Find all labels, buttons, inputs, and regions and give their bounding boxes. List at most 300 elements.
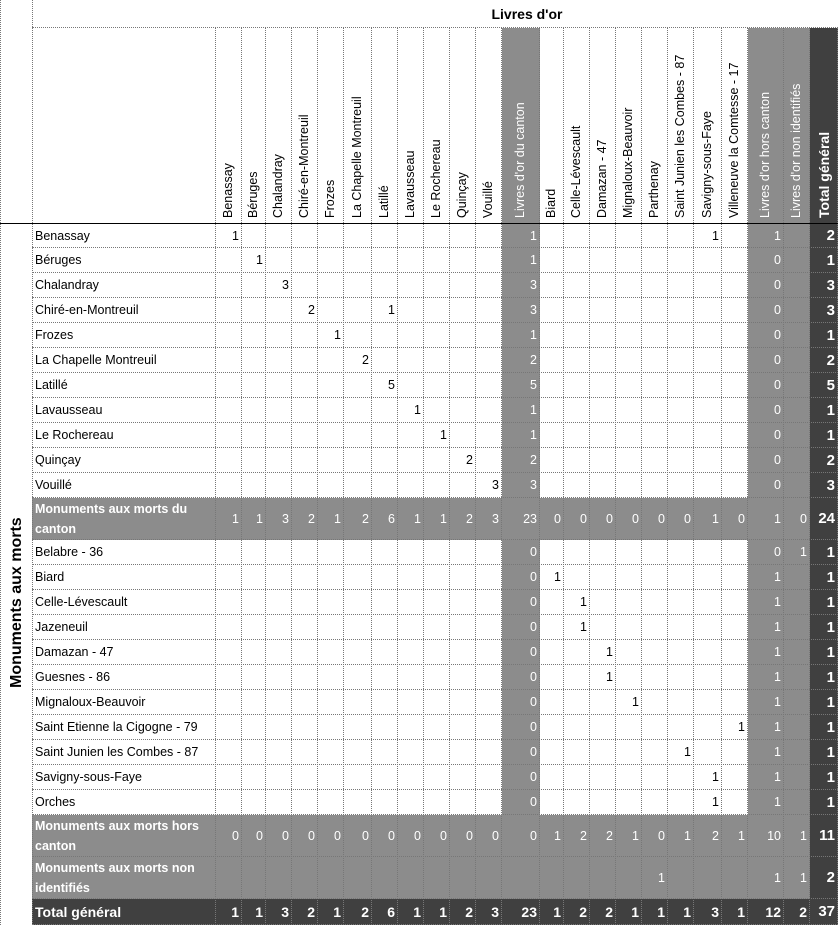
table-cell bbox=[292, 857, 318, 899]
table-cell: 2 bbox=[502, 348, 540, 373]
table-cell bbox=[476, 765, 502, 790]
grid-hline bbox=[32, 27, 838, 28]
table-cell bbox=[564, 448, 590, 473]
table-cell: 3 bbox=[492, 478, 499, 492]
table-cell bbox=[616, 565, 642, 590]
table-cell bbox=[398, 565, 424, 590]
column-header bbox=[668, 28, 694, 224]
table-cell bbox=[540, 248, 564, 273]
table-cell bbox=[424, 540, 450, 565]
table-cell: 0 bbox=[242, 815, 266, 857]
column-header bbox=[642, 28, 668, 224]
table-cell bbox=[540, 423, 564, 448]
grid-vline bbox=[501, 28, 502, 925]
table-cell: 1 bbox=[616, 899, 642, 925]
table-cell: 2 bbox=[344, 498, 372, 540]
grid-vline bbox=[641, 28, 642, 925]
table-cell bbox=[242, 473, 266, 498]
table-cell: 1 bbox=[748, 640, 784, 665]
table-cell bbox=[564, 248, 590, 273]
table-cell bbox=[694, 348, 722, 373]
table-cell bbox=[266, 248, 292, 273]
table-cell: 1 bbox=[642, 899, 668, 925]
table-cell bbox=[344, 423, 372, 448]
table-cell bbox=[476, 590, 502, 615]
table-cell bbox=[292, 765, 318, 790]
row-label: Béruges bbox=[35, 253, 82, 267]
table-cell: 1 bbox=[784, 815, 810, 857]
table-cell bbox=[722, 224, 748, 248]
table-cell bbox=[424, 398, 450, 423]
table-cell bbox=[318, 273, 344, 298]
table-cell bbox=[668, 640, 694, 665]
table-cell bbox=[318, 248, 344, 273]
table-cell bbox=[398, 740, 424, 765]
table-cell bbox=[398, 765, 424, 790]
table-cell: 3 bbox=[502, 273, 540, 298]
table-cell bbox=[424, 298, 450, 323]
table-cell bbox=[344, 590, 372, 615]
grid-vline bbox=[343, 28, 344, 925]
table-cell bbox=[564, 765, 590, 790]
grid-hline bbox=[32, 497, 838, 498]
grid-vline bbox=[423, 28, 424, 925]
column-header bbox=[372, 28, 398, 224]
table-cell bbox=[450, 224, 476, 248]
table-cell bbox=[476, 398, 502, 423]
table-cell: 2 bbox=[466, 453, 473, 467]
table-cell bbox=[564, 857, 590, 899]
table-cell bbox=[242, 590, 266, 615]
grid-hline bbox=[32, 322, 838, 323]
table-cell: 1 bbox=[748, 690, 784, 715]
table-cell bbox=[216, 857, 242, 899]
table-cell bbox=[372, 640, 398, 665]
table-cell: 0 bbox=[424, 815, 450, 857]
table-cell bbox=[398, 448, 424, 473]
table-cell bbox=[292, 248, 318, 273]
grid-vline bbox=[667, 28, 668, 925]
grid-vline bbox=[809, 28, 810, 925]
table-cell bbox=[722, 273, 748, 298]
table-cell: 0 bbox=[344, 815, 372, 857]
column-header-label: Frozes bbox=[323, 179, 337, 218]
table-cell: 1 bbox=[424, 498, 450, 540]
grid-hline bbox=[32, 589, 838, 590]
table-cell bbox=[318, 224, 344, 248]
table-cell bbox=[722, 615, 748, 640]
table-cell bbox=[540, 715, 564, 740]
table-cell bbox=[668, 565, 694, 590]
table-cell bbox=[216, 640, 242, 665]
grid-hline bbox=[32, 297, 838, 298]
table-cell: 1 bbox=[748, 224, 784, 248]
table-cell: 1 bbox=[424, 899, 450, 925]
table-cell bbox=[784, 690, 810, 715]
table-cell bbox=[292, 790, 318, 815]
table-cell bbox=[216, 540, 242, 565]
table-cell bbox=[616, 423, 642, 448]
table-cell bbox=[540, 857, 564, 899]
table-cell: 0 bbox=[748, 323, 784, 348]
table-cell: 1 bbox=[642, 857, 668, 899]
grid-vline bbox=[371, 28, 372, 925]
table-cell bbox=[450, 473, 476, 498]
table-cell bbox=[242, 323, 266, 348]
row-label: Mignaloux-Beauvoir bbox=[35, 695, 146, 709]
table-cell bbox=[318, 765, 344, 790]
table-cell bbox=[564, 224, 590, 248]
table-cell bbox=[694, 448, 722, 473]
table-cell: 1 bbox=[232, 229, 239, 243]
table-cell bbox=[266, 590, 292, 615]
grid-hline bbox=[32, 372, 838, 373]
table-cell bbox=[564, 665, 590, 690]
table-cell bbox=[540, 348, 564, 373]
table-cell: 0 bbox=[502, 715, 540, 740]
table-cell bbox=[540, 323, 564, 348]
table-cell: 2 bbox=[810, 448, 838, 473]
table-cell bbox=[216, 473, 242, 498]
table-cell: 1 bbox=[242, 899, 266, 925]
table-cell: 0 bbox=[540, 498, 564, 540]
table-cell bbox=[616, 398, 642, 423]
table-cell bbox=[668, 273, 694, 298]
column-header-label: Mignaloux-Beauvoir bbox=[621, 107, 635, 218]
table-cell bbox=[372, 473, 398, 498]
table-cell: 1 bbox=[810, 640, 838, 665]
table-cell bbox=[242, 298, 266, 323]
side-header-text: Monuments aux morts bbox=[8, 517, 25, 688]
table-cell bbox=[642, 640, 668, 665]
table-cell bbox=[398, 298, 424, 323]
table-cell bbox=[450, 398, 476, 423]
table-cell: 1 bbox=[810, 665, 838, 690]
row-label: Latillé bbox=[35, 378, 68, 392]
table-cell: 0 bbox=[748, 448, 784, 473]
table-cell bbox=[784, 448, 810, 473]
table-cell bbox=[318, 690, 344, 715]
table-cell bbox=[266, 565, 292, 590]
table-cell: 0 bbox=[502, 765, 540, 790]
table-cell bbox=[292, 373, 318, 398]
table-cell bbox=[292, 473, 318, 498]
table-cell bbox=[216, 448, 242, 473]
column-header bbox=[810, 28, 838, 224]
table-cell: 0 bbox=[502, 740, 540, 765]
table-cell: 2 bbox=[362, 353, 369, 367]
table-cell bbox=[292, 615, 318, 640]
table-cell bbox=[292, 348, 318, 373]
table-cell: 1 bbox=[810, 590, 838, 615]
table-cell bbox=[450, 665, 476, 690]
column-header-label: Béruges bbox=[246, 171, 260, 218]
grid-vline bbox=[449, 28, 450, 925]
table-cell bbox=[476, 857, 502, 899]
row-label: Benassay bbox=[35, 229, 90, 243]
column-header-label: Celle-Lévescault bbox=[569, 125, 583, 218]
table-cell: 1 bbox=[334, 328, 341, 342]
table-cell bbox=[398, 790, 424, 815]
table-cell bbox=[372, 273, 398, 298]
table-cell: 1 bbox=[414, 403, 421, 417]
table-cell bbox=[722, 298, 748, 323]
table-cell bbox=[318, 740, 344, 765]
table-cell: 1 bbox=[502, 423, 540, 448]
table-cell: 1 bbox=[502, 224, 540, 248]
table-cell: 0 bbox=[748, 373, 784, 398]
table-cell bbox=[398, 323, 424, 348]
table-cell bbox=[694, 273, 722, 298]
table-cell bbox=[668, 398, 694, 423]
table-cell bbox=[642, 473, 668, 498]
table-cell bbox=[564, 790, 590, 815]
table-cell: 0 bbox=[590, 498, 616, 540]
table-cell bbox=[668, 423, 694, 448]
table-cell bbox=[292, 590, 318, 615]
table-cell: 0 bbox=[642, 498, 668, 540]
row-label: Lavausseau bbox=[35, 403, 103, 417]
table-cell bbox=[590, 423, 616, 448]
column-header bbox=[216, 28, 242, 224]
table-cell bbox=[372, 740, 398, 765]
column-header bbox=[616, 28, 642, 224]
row-label: La Chapelle Montreuil bbox=[35, 353, 157, 367]
table-cell bbox=[476, 323, 502, 348]
row-label: Savigny-sous-Faye bbox=[35, 770, 142, 784]
table-cell bbox=[784, 323, 810, 348]
table-cell: 1 bbox=[748, 740, 784, 765]
table-cell bbox=[318, 565, 344, 590]
grid-hline bbox=[32, 764, 838, 765]
table-cell bbox=[216, 790, 242, 815]
table-cell bbox=[450, 248, 476, 273]
grid-vline-label bbox=[0, 0, 1, 925]
grid-hline bbox=[32, 664, 838, 665]
table-cell: 3 bbox=[502, 298, 540, 323]
table-cell: 1 bbox=[748, 565, 784, 590]
table-cell: 3 bbox=[810, 298, 838, 323]
table-cell bbox=[242, 423, 266, 448]
table-cell bbox=[616, 323, 642, 348]
table-cell bbox=[540, 373, 564, 398]
table-cell bbox=[642, 448, 668, 473]
table-cell: 1 bbox=[242, 498, 266, 540]
table-cell bbox=[694, 615, 722, 640]
table-cell bbox=[590, 224, 616, 248]
table-cell bbox=[616, 448, 642, 473]
table-cell bbox=[292, 565, 318, 590]
table-cell bbox=[216, 398, 242, 423]
table-cell bbox=[344, 373, 372, 398]
table-cell bbox=[722, 248, 748, 273]
table-cell: 1 bbox=[810, 423, 838, 448]
table-cell: 11 bbox=[810, 815, 838, 857]
table-cell: 0 bbox=[748, 298, 784, 323]
table-cell bbox=[694, 740, 722, 765]
table-cell bbox=[616, 765, 642, 790]
table-cell: 2 bbox=[810, 348, 838, 373]
table-cell bbox=[242, 224, 266, 248]
table-cell bbox=[372, 590, 398, 615]
table-cell: 1 bbox=[398, 498, 424, 540]
table-cell bbox=[266, 690, 292, 715]
row-label: Celle-Lévescault bbox=[35, 595, 128, 609]
table-cell: 0 bbox=[564, 498, 590, 540]
row-label: Le Rochereau bbox=[35, 428, 114, 442]
row-label: Saint Etienne la Cigogne - 79 bbox=[35, 720, 198, 734]
table-cell bbox=[668, 615, 694, 640]
table-cell bbox=[216, 298, 242, 323]
table-cell bbox=[344, 640, 372, 665]
table-cell bbox=[694, 398, 722, 423]
table-cell bbox=[784, 273, 810, 298]
row-label: Total général bbox=[32, 899, 216, 925]
table-cell bbox=[398, 348, 424, 373]
table-cell bbox=[292, 540, 318, 565]
table-cell bbox=[784, 715, 810, 740]
table-cell: 3 bbox=[476, 498, 502, 540]
table-cell bbox=[292, 224, 318, 248]
column-header bbox=[502, 28, 540, 224]
table-cell: 37 bbox=[810, 899, 838, 925]
table-cell bbox=[266, 790, 292, 815]
grid-vline bbox=[783, 28, 784, 925]
table-cell bbox=[318, 715, 344, 740]
table-cell bbox=[616, 640, 642, 665]
table-cell bbox=[642, 540, 668, 565]
table-cell: 23 bbox=[502, 498, 540, 540]
table-cell bbox=[616, 590, 642, 615]
row-label: Jazeneuil bbox=[35, 620, 88, 634]
table-cell: 1 bbox=[748, 498, 784, 540]
table-cell bbox=[722, 423, 748, 448]
table-cell bbox=[450, 373, 476, 398]
row-label: Damazan - 47 bbox=[35, 645, 114, 659]
table-cell bbox=[564, 565, 590, 590]
table-cell bbox=[292, 273, 318, 298]
table-cell bbox=[668, 765, 694, 790]
table-cell bbox=[344, 273, 372, 298]
table-cell: 5 bbox=[810, 373, 838, 398]
table-cell bbox=[266, 715, 292, 740]
table-cell: 2 bbox=[450, 498, 476, 540]
table-cell: 1 bbox=[712, 795, 719, 809]
grid-hline bbox=[32, 856, 838, 857]
column-header-label: Le Rochereau bbox=[429, 139, 443, 218]
row-label: Monuments aux morts non identifiés bbox=[32, 857, 216, 899]
table-cell bbox=[540, 398, 564, 423]
table-cell: 1 bbox=[748, 590, 784, 615]
table-cell: 2 bbox=[450, 899, 476, 925]
table-cell bbox=[372, 765, 398, 790]
table-cell: 3 bbox=[810, 273, 838, 298]
table-cell: 1 bbox=[318, 498, 344, 540]
table-cell: 24 bbox=[810, 498, 838, 540]
table-cell bbox=[242, 540, 266, 565]
table-cell bbox=[616, 373, 642, 398]
table-cell bbox=[372, 715, 398, 740]
table-cell: 1 bbox=[440, 428, 447, 442]
table-cell bbox=[722, 540, 748, 565]
table-cell bbox=[502, 857, 540, 899]
table-cell bbox=[722, 665, 748, 690]
column-header bbox=[694, 28, 722, 224]
table-cell bbox=[642, 790, 668, 815]
table-cell bbox=[722, 373, 748, 398]
table-cell bbox=[564, 690, 590, 715]
table-cell bbox=[344, 248, 372, 273]
table-cell bbox=[564, 740, 590, 765]
table-cell bbox=[694, 665, 722, 690]
table-cell bbox=[590, 690, 616, 715]
table-cell bbox=[242, 348, 266, 373]
table-cell: 1 bbox=[738, 720, 745, 734]
table-cell: 0 bbox=[450, 815, 476, 857]
table-cell bbox=[318, 790, 344, 815]
table-cell: 2 bbox=[810, 857, 838, 899]
table-cell bbox=[318, 540, 344, 565]
table-cell bbox=[242, 740, 266, 765]
table-cell: 1 bbox=[606, 645, 613, 659]
table-cell bbox=[344, 323, 372, 348]
table-cell bbox=[372, 323, 398, 348]
table-cell: 1 bbox=[748, 857, 784, 899]
table-cell bbox=[216, 348, 242, 373]
table-cell bbox=[266, 473, 292, 498]
table-cell bbox=[344, 765, 372, 790]
table-cell bbox=[318, 398, 344, 423]
table-cell bbox=[216, 273, 242, 298]
table-cell bbox=[266, 448, 292, 473]
row-label: Quinçay bbox=[35, 453, 81, 467]
table-cell bbox=[476, 665, 502, 690]
table-cell: 0 bbox=[266, 815, 292, 857]
grid-hline bbox=[32, 814, 838, 815]
table-cell bbox=[344, 448, 372, 473]
table-cell bbox=[450, 348, 476, 373]
table-cell bbox=[642, 665, 668, 690]
column-header-label: Quinçay bbox=[455, 172, 469, 218]
table-cell bbox=[476, 715, 502, 740]
table-cell bbox=[242, 373, 266, 398]
table-cell: 2 bbox=[590, 815, 616, 857]
table-cell bbox=[540, 740, 564, 765]
table-cell bbox=[398, 857, 424, 899]
column-header bbox=[476, 28, 502, 224]
column-header bbox=[748, 28, 784, 224]
table-cell bbox=[372, 540, 398, 565]
column-header bbox=[722, 28, 748, 224]
table-cell bbox=[616, 857, 642, 899]
table-cell bbox=[616, 790, 642, 815]
table-cell bbox=[424, 248, 450, 273]
grid-hline bbox=[32, 739, 838, 740]
table-cell: 2 bbox=[502, 448, 540, 473]
side-header bbox=[0, 223, 32, 926]
grid-hline bbox=[32, 789, 838, 790]
table-cell bbox=[344, 540, 372, 565]
table-cell bbox=[292, 665, 318, 690]
table-cell bbox=[266, 640, 292, 665]
table-cell bbox=[318, 665, 344, 690]
table-cell bbox=[476, 640, 502, 665]
grid-hline bbox=[32, 272, 838, 273]
table-cell bbox=[694, 248, 722, 273]
table-cell bbox=[344, 857, 372, 899]
table-cell bbox=[564, 348, 590, 373]
table-cell bbox=[292, 448, 318, 473]
